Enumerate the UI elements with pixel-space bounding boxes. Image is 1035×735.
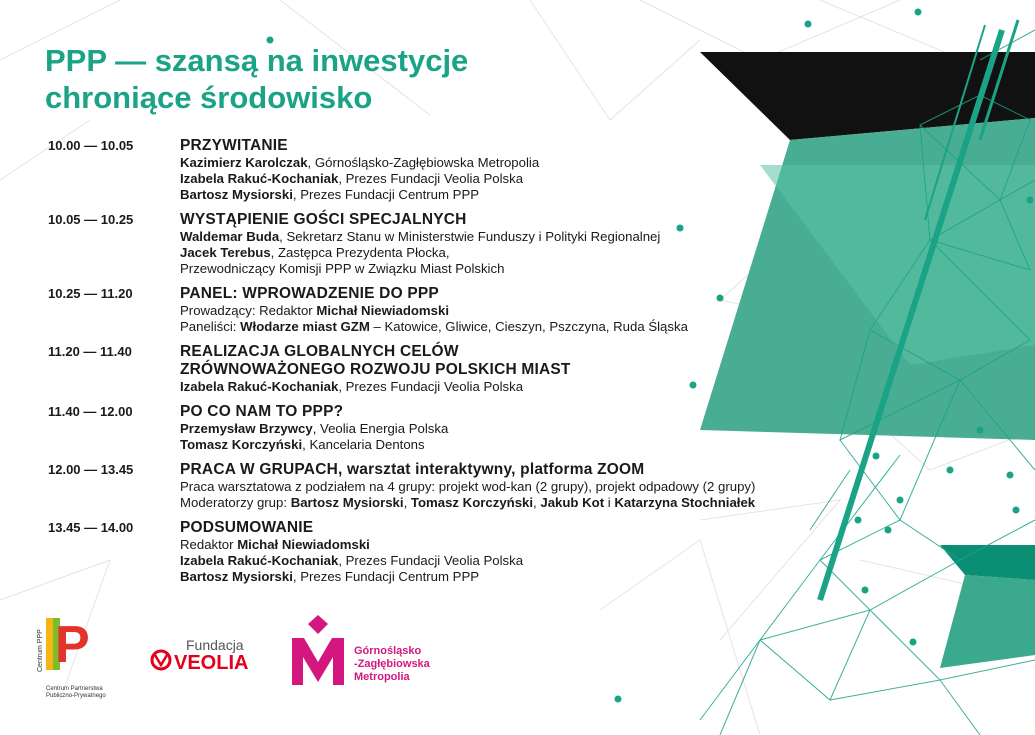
speaker-line <box>180 155 828 171</box>
agenda-item <box>48 343 828 395</box>
centrum-ppp-logo <box>37 616 106 699</box>
agenda-time: 11.40 — 12.00 <box>48 404 133 419</box>
speaker-role: Redaktor <box>180 537 238 552</box>
speaker-name: Jacek Terebus <box>180 245 271 260</box>
speaker-name: Tomasz Korczyński <box>410 495 534 510</box>
centrum-logo-caption-2: Publiczno-Prywatnego <box>46 693 106 699</box>
centrum-logo-yellow-bar <box>46 618 53 670</box>
speaker-line <box>180 229 828 245</box>
agenda-item <box>48 519 828 585</box>
speaker-role: Paneliści: <box>180 319 241 334</box>
agenda-content <box>180 211 828 277</box>
agenda-time: 12.00 — 13.45 <box>48 462 134 477</box>
title-line-2: chroniące środowisko <box>45 80 373 115</box>
gzm-logo-line-3: Metropolia <box>354 671 410 683</box>
agenda-heading: PODSUMOWANIE <box>180 519 314 536</box>
speaker-name: Bartosz Mysiorski <box>290 495 404 510</box>
speaker-name: Michał Niewiadomski <box>316 303 449 318</box>
speaker-role: i <box>604 495 615 510</box>
speaker-name: Przemysław Brzywcy <box>180 421 313 436</box>
speaker-role: , Górnośląsko-Zagłębiowska Metropolia <box>307 155 540 170</box>
speaker-line <box>180 495 828 511</box>
agenda-heading: WYSTĄPIENIE GOŚCI SPECJALNYCH <box>180 211 467 228</box>
gzm-logo-line-1: Górnośląsko <box>354 645 422 657</box>
speaker-line <box>180 437 828 453</box>
agenda-content <box>180 343 828 395</box>
speaker-name: Waldemar Buda <box>180 229 280 244</box>
page-title <box>45 42 468 116</box>
agenda-heading: PANEL: WPROWADZENIE DO PPP <box>180 285 439 302</box>
speaker-line <box>180 303 828 319</box>
speaker-role: , Veolia Energia Polska <box>312 421 449 436</box>
speaker-role: , Prezes Fundacji Veolia Polska <box>338 379 524 394</box>
agenda-content <box>180 519 828 585</box>
speaker-name: Izabela Rakuć-Kochaniak <box>180 553 339 568</box>
speaker-role: , Sekretarz Stanu w Ministerstwie Funduszy i Polityki Regionalnej <box>279 229 661 244</box>
speaker-name: Bartosz Mysiorski <box>180 187 293 202</box>
speaker-role: , Zastępca Prezydenta Płocka, <box>270 245 450 260</box>
speaker-name: Izabela Rakuć-Kochaniak <box>180 171 339 186</box>
speaker-line <box>180 479 828 495</box>
speaker-role: Prowadzący: Redaktor <box>180 303 317 318</box>
speaker-name: Bartosz Mysiorski <box>180 569 293 584</box>
speaker-role: , Kancelaria Dentons <box>302 437 425 452</box>
speaker-role: , <box>403 495 411 510</box>
agenda-heading: PO CO NAM TO PPP? <box>180 403 344 420</box>
agenda-time: 10.05 — 10.25 <box>48 212 134 227</box>
speaker-role: , Prezes Fundacji Centrum PPP <box>292 569 480 584</box>
speaker-line <box>180 261 828 277</box>
speaker-name: Izabela Rakuć-Kochaniak <box>180 379 339 394</box>
speaker-name: Kazimierz Karolczak <box>180 155 308 170</box>
gzm-logo-emblem <box>292 638 344 685</box>
speaker-line <box>180 245 828 261</box>
teal-polygon-bottom-dark <box>940 545 1035 580</box>
agenda-content <box>180 285 828 335</box>
teal-polygon-bottom <box>940 575 1035 668</box>
gzm-logo-line-2: -Zagłębiowska <box>354 658 430 670</box>
agenda-item <box>48 211 828 277</box>
speaker-role: – Katowice, Gliwice, Cieszyn, Pszczyna, Ruda Śląska <box>369 319 688 334</box>
agenda-item <box>48 285 828 335</box>
agenda-item <box>48 137 828 203</box>
speaker-role: Moderatorzy grup: <box>180 495 291 510</box>
agenda-heading: PRZYWITANIE <box>180 137 288 154</box>
speaker-name: Michał Niewiadomski <box>237 537 370 552</box>
partner-logos <box>0 610 520 720</box>
speaker-role: Praca warsztatowa z podziałem na 4 grupy: projekt wod-kan (2 grupy), projekt odpadowy (2 grupy) <box>180 479 756 494</box>
speaker-line <box>180 171 828 187</box>
speaker-line <box>180 187 828 203</box>
speaker-name: Jakub Kot <box>540 495 605 510</box>
veolia-logo-brand: VEOLIA <box>174 652 249 674</box>
speaker-line <box>180 421 828 437</box>
speaker-role: , Prezes Fundacji Veolia Polska <box>338 171 524 186</box>
agenda-content <box>180 461 828 511</box>
agenda-heading-continued: ZRÓWNOWAŻONEGO ROZWOJU POLSKICH MIAST <box>180 361 571 378</box>
speaker-role: , <box>533 495 541 510</box>
speaker-line <box>180 537 828 553</box>
veolia-logo-top-text: Fundacja <box>186 637 244 653</box>
agenda-list <box>48 137 828 593</box>
speaker-name: Włodarze miast GZM <box>240 319 370 334</box>
speaker-name: Katarzyna Stochniałek <box>614 495 756 510</box>
centrum-logo-caption-1: Centrum Partnerstwa <box>46 686 103 692</box>
agenda-content <box>180 137 828 203</box>
speaker-name: Tomasz Korczyński <box>180 437 303 452</box>
speaker-role: Przewodniczący Komisji PPP w Związku Miast Polskich <box>180 261 505 276</box>
centrum-logo-letter: P <box>55 616 90 674</box>
agenda-time: 10.00 — 10.05 <box>48 138 134 153</box>
agenda-content <box>180 403 828 453</box>
agenda-time: 10.25 — 11.20 <box>48 286 133 301</box>
speaker-line <box>180 569 828 585</box>
title-line-1: PPP — szansą na inwestycje <box>45 43 469 78</box>
speaker-line <box>180 319 828 335</box>
agenda-time: 13.45 — 14.00 <box>48 520 134 535</box>
speaker-role: , Prezes Fundacji Centrum PPP <box>292 187 480 202</box>
centrum-logo-vertical-text: Centrum PPP <box>37 629 44 672</box>
agenda-time: 11.20 — 11.40 <box>48 344 132 359</box>
speaker-role: , Prezes Fundacji Veolia Polska <box>338 553 524 568</box>
agenda-heading: REALIZACJA GLOBALNYCH CELÓW <box>180 343 459 360</box>
gzm-logo <box>292 615 431 685</box>
agenda-item <box>48 461 828 511</box>
speaker-line <box>180 379 828 395</box>
veolia-logo <box>152 637 248 674</box>
speaker-line <box>180 553 828 569</box>
agenda-heading: PRACA W GRUPACH, warsztat interaktywny, platforma ZOOM <box>180 461 645 478</box>
agenda-item <box>48 403 828 453</box>
